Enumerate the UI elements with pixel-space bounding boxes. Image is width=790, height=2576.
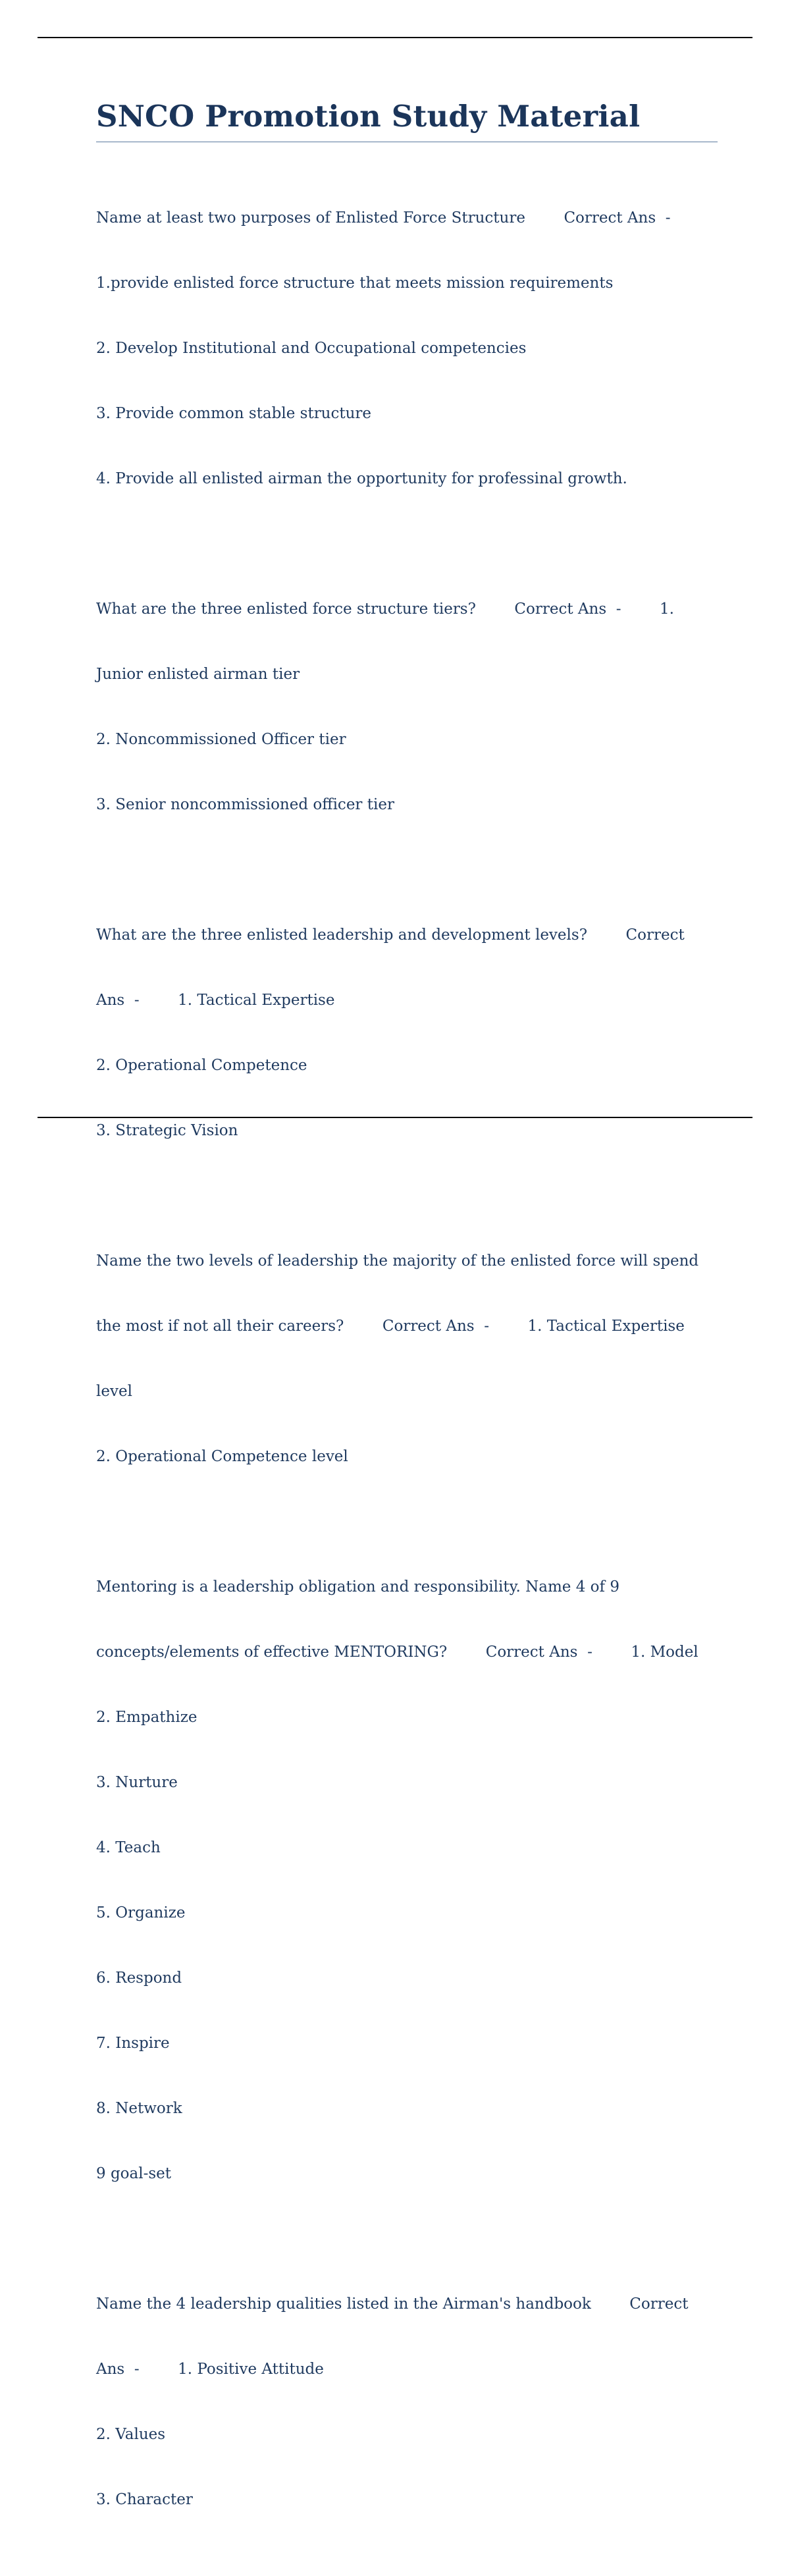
qa-line: Ans - 1. Positive Attitude [96, 2361, 324, 2378]
qa-item-leadership-qualities [96, 2250, 718, 2554]
qa-line: 2. Operational Competence [96, 1057, 307, 1074]
qa-line: 2. Operational Competence level [96, 1448, 348, 1465]
qa-line: level [96, 1383, 132, 1400]
qa-line: Junior enlisted airman tier [96, 666, 300, 683]
qa-item-leadership-development-levels [96, 881, 718, 1185]
qa-line: 7. Inspire [96, 2035, 170, 2052]
qa-line: Name at least two purposes of Enlisted Force Structure Correct Ans - [96, 209, 671, 227]
document-body [96, 95, 718, 2576]
qa-line: 4. Provide all enlisted airman the opportunity for professinal growth. [96, 470, 627, 487]
qa-line: 8. Network [96, 2100, 182, 2117]
qa-line: 3. Nurture [96, 1774, 178, 1791]
qa-line: 2. Empathize [96, 1709, 198, 1726]
qa-line: What are the three enlisted leadership and development levels? Correct [96, 926, 685, 944]
qa-line: Ans - 1. Tactical Expertise [96, 992, 335, 1009]
qa-line: 5. Organize [96, 1904, 186, 1921]
qa-line: 6. Respond [96, 1970, 182, 1987]
qa-line: 2. Values [96, 2426, 166, 2443]
qa-line: Name the two levels of leadership the majority of the enlisted force will spend [96, 1252, 699, 1270]
qa-line: 3. Senior noncommissioned officer tier [96, 796, 394, 813]
qa-line: 2. Noncommissioned Officer tier [96, 731, 346, 748]
qa-line: What are the three enlisted force structure tiers? Correct Ans - 1. [96, 601, 674, 618]
qa-item-enlisted-force-structure-purposes [96, 164, 718, 533]
qa-line: 9 goal-set [96, 2165, 172, 2182]
qa-line: Name the 4 leadership qualities listed in the Airman's handbook Correct [96, 2295, 689, 2313]
page-title: SNCO Promotion Study Material [96, 99, 641, 134]
qa-line: the most if not all their careers? Correct Ans - 1. Tactical Expertise [96, 1318, 685, 1335]
qa-item-two-leadership-levels [96, 1207, 718, 1511]
qa-line: 3. Character [96, 2491, 193, 2508]
page-top-rule [38, 37, 752, 38]
qa-line: 1.provide enlisted force structure that meets mission requirements [96, 275, 614, 292]
qa-line: concepts/elements of effective MENTORING? Correct Ans - 1. Model [96, 1644, 698, 1661]
qa-item-mentoring-elements [96, 1533, 718, 2228]
qa-line: 4. Teach [96, 1839, 161, 1856]
qa-item-force-structure-tiers [96, 555, 718, 859]
qa-line: 3. Provide common stable structure [96, 405, 372, 422]
qa-line: Mentoring is a leadership obligation and responsibility. Name 4 of 9 [96, 1578, 619, 1596]
qa-line: 3. Strategic Vision [96, 1122, 238, 1139]
qa-line: 2. Develop Institutional and Occupational competencies [96, 340, 527, 357]
page-bottom-rule [38, 1117, 752, 1118]
